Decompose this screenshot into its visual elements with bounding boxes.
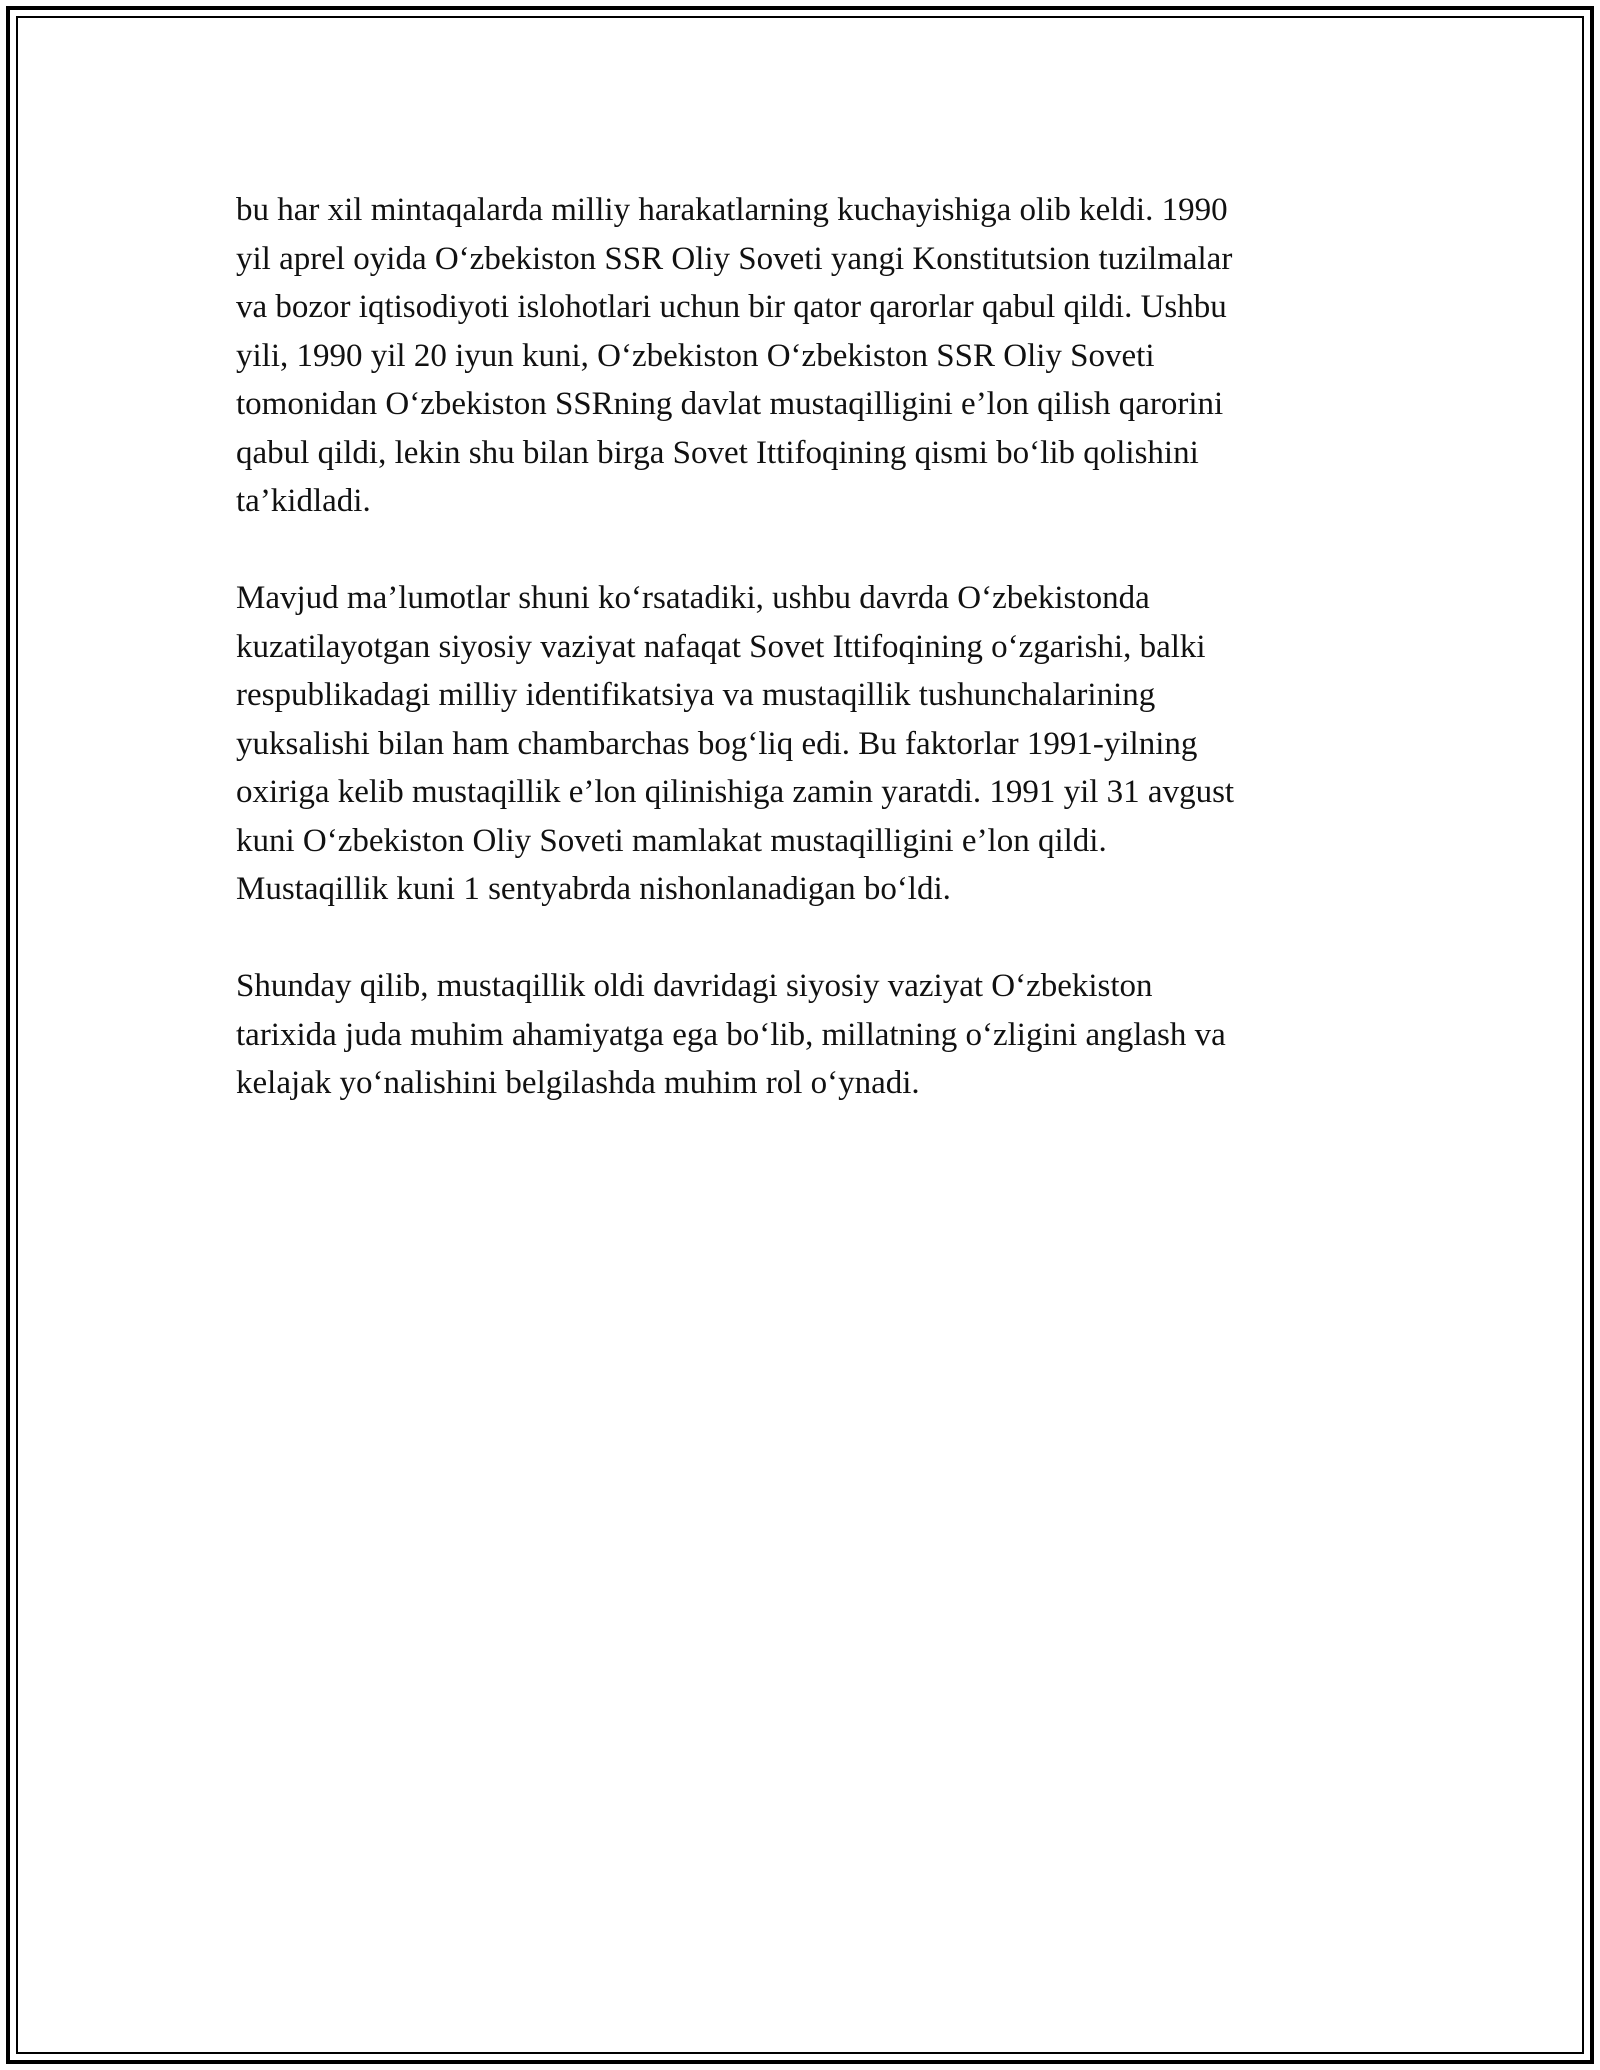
text-line: qabul qildi, lekin shu bilan birga Sovet Ittifoqining qismi bo‘lib qolishini <box>236 434 1199 471</box>
text-line: kuzatilayotgan siyosiy vaziyat nafaqat Sovet Ittifoqining o‘zgarishi, balki <box>236 628 1206 665</box>
text-line: tarixida juda muhim ahamiyatga ega bo‘lib, millatning o‘zligini anglash va <box>236 1016 1226 1053</box>
text-line: yuksalishi bilan ham chambarchas bog‘liq edi. Bu faktorlar 1991-yilning <box>236 725 1198 762</box>
text-line: kelajak yo‘nalishini belgilashda muhim rol o‘ynadi. <box>236 1065 920 1101</box>
text-line: Mustaqillik kuni 1 sentyabrda nishonlanadigan bo‘ldi. <box>236 871 951 907</box>
paragraph-1 <box>236 186 1356 526</box>
paragraph-3 <box>236 962 1356 1108</box>
text-line: yil aprel oyida O‘zbekiston SSR Oliy Soveti yangi Konstitutsion tuzilmalar <box>236 240 1233 277</box>
text-line: Shunday qilib, mustaqillik oldi davridagi siyosiy vaziyat O‘zbekiston <box>236 968 1153 1004</box>
text-line: yili, 1990 yil 20 iyun kuni, O‘zbekiston O‘zbekiston SSR Oliy Soveti <box>236 337 1155 374</box>
paragraph-2 <box>236 574 1356 914</box>
document-body <box>236 186 1356 1156</box>
text-line: va bozor iqtisodiyoti islohotlari uchun bir qator qarorlar qabul qildi. Ushbu <box>236 289 1227 325</box>
text-line: Mavjud ma’lumotlar shuni ko‘rsatadiki, ushbu davrda O‘zbekistonda <box>236 580 1150 616</box>
text-line: oxiriga kelib mustaqillik e’lon qilinishiga zamin yaratdi. 1991 yil 31 avgust <box>236 774 1235 810</box>
text-line: ta’kidladi. <box>236 483 371 519</box>
text-line: respublikadagi milliy identifikatsiya va mustaqillik tushunchalarining <box>236 677 1156 713</box>
text-line: bu har xil mintaqalarda milliy harakatlarning kuchayishiga olib keldi. 1990 <box>236 192 1228 228</box>
text-line: tomonidan O‘zbekiston SSRning davlat mustaqilligini e’lon qilish qarorini <box>236 386 1224 422</box>
text-line: kuni O‘zbekiston Oliy Soveti mamlakat mustaqilligini e’lon qildi. <box>236 822 1107 859</box>
